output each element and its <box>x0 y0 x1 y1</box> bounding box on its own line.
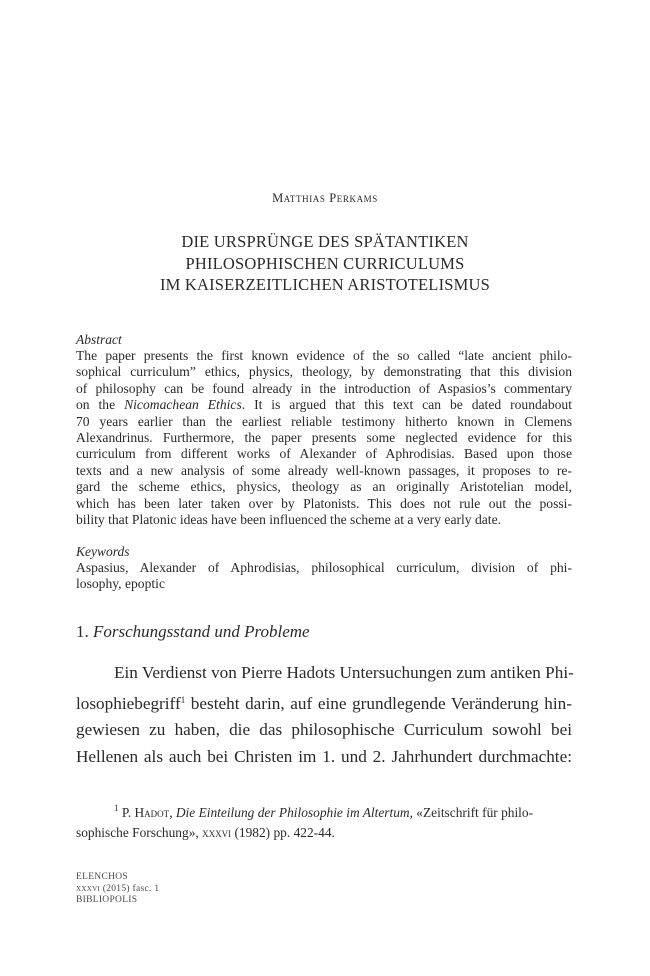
abstract-line: bility that Platonic ideas have been influenced the scheme at a very early date. <box>76 512 502 528</box>
body-text <box>76 660 572 770</box>
abstract-fragment: on the <box>76 397 125 413</box>
work-title: Nicomachean Ethics <box>124 397 242 413</box>
abstract-fragment: . It is argued that this text can be dated roundabout <box>241 397 573 413</box>
body-line <box>76 687 572 718</box>
abstract-line: of philosophy can be found already in the introduction of Aspasios’s commentary <box>76 380 572 396</box>
journal-issue: (2015) fasc. 1 <box>100 883 160 894</box>
footnote-line: $^1$ P. Hadot, Die Einteilung der Philosophie im Altertum, «Zeitschrift für philo- <box>114 803 534 820</box>
author-name: Matthias Perkams <box>272 191 378 205</box>
abstract-line: which has been later taken over by Platonists. This does not rule out the possi- <box>76 495 572 511</box>
footnote-volume: xxxvi <box>202 824 232 840</box>
journal-info <box>76 872 159 907</box>
keywords-line: losophy, epoptic <box>76 576 165 592</box>
body-line: gewiesen zu haben, die das philosophische Curriculum sowohl bei <box>76 720 572 740</box>
body-line: Hellenen als auch bei Christen im 1. und 2. Jahrhundert durchmachte: <box>76 746 572 766</box>
footnote-line <box>76 823 572 843</box>
abstract-line: sophical curriculum” ethics, physics, theology, by demonstrating that this division <box>76 364 572 380</box>
abstract-line: Alexandrinus. Furthermore, the paper presents some neglected evidence for this <box>76 430 572 446</box>
journal-publisher: BIBLIOPOLIS <box>76 895 138 905</box>
body-fragment: besteht darin, auf eine grundlegende Veränderung hin- <box>185 693 572 713</box>
abstract-line: texts and a new analysis of some already well-known passages, it proposes to re- <box>76 462 572 478</box>
section-title: Forschungsstand und Probleme <box>93 622 310 641</box>
abstract-text <box>76 348 572 528</box>
footnote-fragment: sophische Forschung», <box>76 824 203 840</box>
footnote-marker: 1 <box>114 803 119 813</box>
footnote-fragment: , «Zeitschrift für philo- <box>409 805 534 820</box>
abstract-section <box>76 332 572 528</box>
body-line: Ein Verdienst von Pierre Hadots Untersuchungen zum antiken Phi- <box>114 663 574 682</box>
section-heading <box>76 622 310 642</box>
journal-volume: xxxvi <box>76 883 101 894</box>
footnote-author: P. Hadot <box>121 805 170 820</box>
journal-name: ELENCHOS <box>76 872 129 882</box>
section-number: 1. <box>76 622 89 641</box>
abstract-line: The paper presents the first known evidence of the so called “late ancient philo- <box>76 348 572 363</box>
title-line: DIE URSPRÜNGE DES SPÄTANTIKEN <box>181 232 469 251</box>
abstract-line: gard the scheme ethics, physics, theology as an originally Aristotelian model, <box>76 479 572 495</box>
title-line: IM KAISERZEITLICHEN ARISTOTELISMUS <box>159 275 491 294</box>
abstract-line: curriculum from different works of Alexander of Aphrodisias. Based upon those <box>76 446 572 462</box>
keywords-section <box>76 544 572 593</box>
abstract-label: Abstract <box>76 332 122 347</box>
abstract-line: 70 years earlier than the earliest reliable testimony hitherto known in Clemens <box>76 413 572 429</box>
journal-issue-line <box>76 884 159 896</box>
abstract-line <box>76 397 572 413</box>
footnote-fragment: (1982) pp. 422-44. <box>231 824 335 840</box>
article-title <box>0 231 650 296</box>
footnote-ref[interactable]: 1 <box>180 694 186 705</box>
keywords-label: Keywords <box>76 544 130 559</box>
keywords-text <box>76 560 572 593</box>
title-line: PHILOSOPHISCHEN CURRICULUMS <box>185 253 465 273</box>
footnote <box>76 799 572 842</box>
footnote-work: Die Einteilung der Philosophie im Altertum <box>175 805 410 820</box>
body-fragment: losophiebegriff <box>76 693 181 713</box>
keywords-line: Aspasius, Alexander of Aphrodisias, philosophical curriculum, division of phi- <box>76 560 572 575</box>
